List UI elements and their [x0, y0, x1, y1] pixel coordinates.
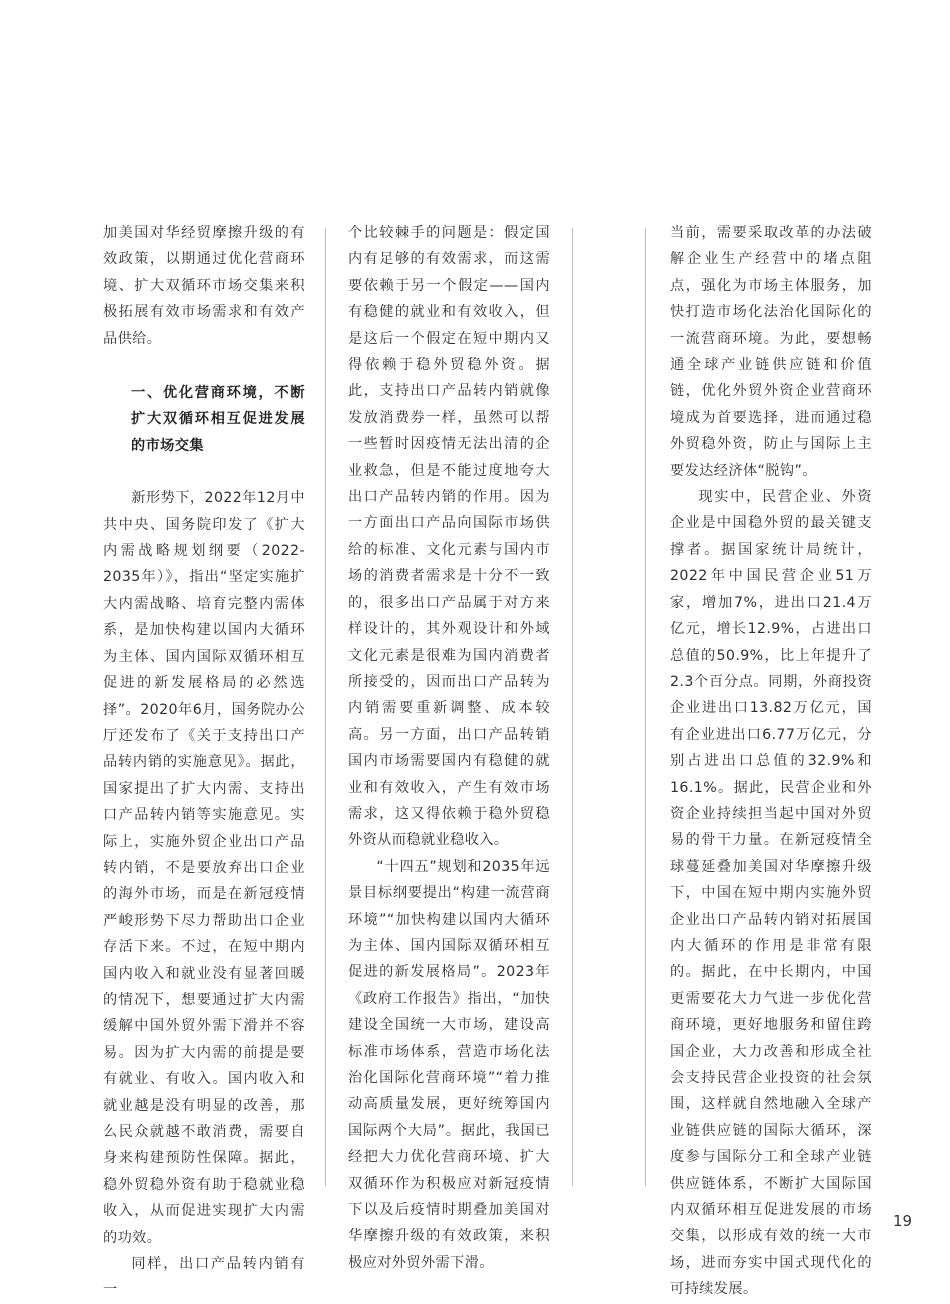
section-heading: 一、优化营商环境，不断扩大双循环相互促进发展的市场交集: [131, 385, 305, 454]
paragraph: 同样，出口产品转内销有一: [103, 1256, 305, 1299]
column-divider: [645, 228, 646, 1186]
column-divider: [325, 228, 326, 1186]
column-2: [348, 220, 550, 1276]
paragraph: 加美国对华经贸摩擦升级的有效政策，以期通过优化营商环境、扩大双循环市场交集来积极拓展有效市场需求和有效产品供给。: [103, 225, 305, 347]
paragraph: “十四五”规划和2035年远景目标纲要提出“构建一流营商环境”“加快构建以国内大循环为主体、国内国际双循环相互促进的新发展格局”。2023年《政府工作报告》指出，“加快建设全国统一大市场，建设高标准市场体系，营造市场化法治化国际化营商环境”“着力推动高质量发展，更好统筹国内国际两个大局”。据此，我国已经把大力优化营商环境、扩大双循环作为积极应对新冠疫情下以及后疫情时期叠加美国对华摩擦升级的有效政策，来积极应对外贸外需下滑。: [348, 858, 550, 1271]
paragraph: 现实中，民营企业、外资企业是中国稳外贸的最关键支撑者。据国家统计局统计，2022年中国民营企业51万家，增加7%，进出口21.4万亿元，增长12.9%，占进出口总值的50.9%，比上年提升了2.3个百分点。同期，外商投资企业进出口13.82万亿元，国有企业进出口6.77万亿元，分别占进出口总值的32.9%和16.1%。据此，民营企业和外资企业持续担当起中国对外贸易的骨干力量。在新冠疫情全球蔓延叠加美国对华摩擦升级下，中国在短中期内实施外贸企业出口产品转内销对拓展国内大循环的作用是非常有限的。据此，在中长期内，中国更需要花大力气进一步优化营商环境，更好地服务和留住跨国企业，大力改善和形成全社会支持民营企业投资的社会氛围，这样就自然地融入全球产业链供应链的国际大循环，深度参与国际分工和全球产业链供应链体系，不断扩大国际国内双循环相互促进发展的市场交集，以形成有效的统一大市场，进而夯实中国式现代化的可持续发展。: [670, 489, 872, 1298]
column-1: [103, 220, 305, 1304]
paragraph: 个比较棘手的问题是：假定国内有足够的有效需求，而这需要依赖于另一个假定——国内有稳健的就业和有效收入，但是这后一个假定在短中期内又得依赖于稳外贸稳外资。据此，支持出口产品转内销就像发放消费券一样，虽然可以帮一些暂时因疫情无法出清的企业救急，但是不能过度地夸大出口产品转内销的作用。因为一方面出口产品向国际市场供给的标准、文化元素与国内市场的消费者需求是十分不一致的，很多出口产品属于对方来样设计的，其外观设计和外域文化元素是很难为国内消费者所接受的，因而出口产品转为内销需要重新调整、成本较高。另一方面，出口产品转销国内市场需要国内有稳健的就业和有效收入，产生有效市场需求，这又得依赖于稳外贸稳外资从而稳就业稳收入。: [348, 225, 550, 849]
paragraph: 新形势下，2022年12月中共中央、国务院印发了《扩大内需战略规划纲要（2022-2035年）》，指出“坚定实施扩大内需战略、培育完整内需体系，是加快构建以国内大循环为主体、国内国际双循环相互促进的新发展格局的必然选择”。2020年6月，国务院办公厅还发布了《关于支持出口产品转内销的实施意见》。据此，国家提出了扩大内需、支持出口产品转内销等实施意见。实际上，实施外贸企业出口产品转内销，不是要放弃出口企业的海外市场，而是在新冠疫情严峻形势下尽力帮助出口企业存活下来。不过，在短中期内国内收入和就业没有显著回暖的情况下，想要通过扩大内需缓解中国外贸外需下滑并不容易。因为扩大内需的前提是要有就业、有收入。国内收入和就业越是没有明显的改善，那么民众就越不敢消费，需要自身来构建预防性保障。据此，稳外贸稳外资有助于稳就业稳收入，从而促进实现扩大内需的功效。: [103, 490, 305, 1246]
page-number: 19: [893, 1212, 913, 1230]
paragraph: 当前，需要采取改革的办法破解企业生产经营中的堵点阻点，强化为市场主体服务，加快打造市场化法治化国际化的一流营商环境。为此，要想畅通全球产业链供应链和价值链，优化外贸外资企业营商环境成为首要选择，进而通过稳外贸稳外资，防止与国际上主要发达经济体“脱钩”。: [670, 225, 872, 479]
column-divider: [572, 228, 573, 1186]
column-3: [670, 220, 872, 1303]
